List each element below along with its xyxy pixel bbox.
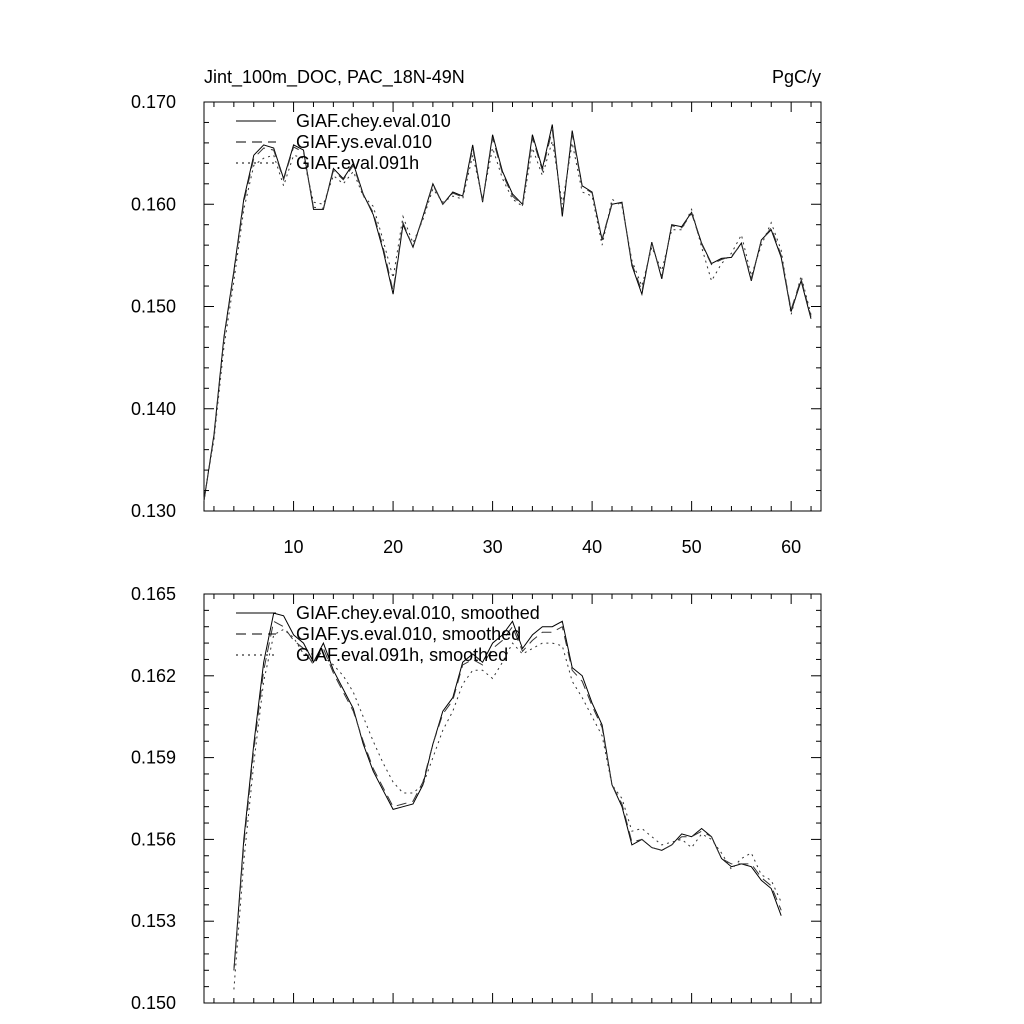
- x-tick-label: 20: [383, 537, 404, 557]
- legend-label-1: GIAF.chey.eval.010: [296, 111, 451, 131]
- bottom-plot: [131, 584, 821, 1013]
- series-line-3: [204, 141, 811, 499]
- chart-units: PgC/y: [771, 67, 821, 87]
- series-line-2: [234, 621, 781, 970]
- y-tick-label: 0.130: [130, 501, 176, 521]
- series-line-1: [234, 613, 781, 970]
- top-plot: [131, 92, 821, 557]
- legend-label-3: GIAF.eval.091h, smoothed: [296, 645, 509, 665]
- y-tick-label: 0.150: [130, 993, 176, 1013]
- y-tick-label: 0.165: [130, 584, 176, 604]
- x-tick-label: 60: [781, 537, 802, 557]
- x-tick-label: 50: [681, 537, 702, 557]
- y-tick-label: 0.156: [130, 829, 176, 850]
- series-line-1: [204, 125, 811, 501]
- legend-label-2: GIAF.ys.eval.010, smoothed: [296, 624, 522, 644]
- legend-label-3: GIAF.eval.091h: [296, 153, 420, 173]
- x-tick-label: 10: [283, 537, 304, 557]
- y-tick-label: 0.153: [130, 911, 176, 932]
- series-line-3: [234, 629, 781, 989]
- y-tick-label: 0.140: [130, 398, 176, 419]
- series-line-2: [204, 130, 811, 501]
- y-tick-label: 0.160: [130, 194, 176, 215]
- legend-label-1: GIAF.chey.eval.010, smoothed: [296, 603, 540, 623]
- y-tick-label: 0.159: [130, 747, 176, 768]
- chart-title: Jint_100m_DOC, PAC_18N-49N: [204, 67, 465, 87]
- x-tick-label: 40: [582, 537, 603, 557]
- x-tick-label: 30: [482, 537, 503, 557]
- y-tick-label: 0.170: [130, 92, 176, 112]
- legend-label-2: GIAF.ys.eval.010: [296, 132, 433, 152]
- y-tick-label: 0.162: [130, 665, 176, 686]
- y-tick-label: 0.150: [130, 296, 176, 317]
